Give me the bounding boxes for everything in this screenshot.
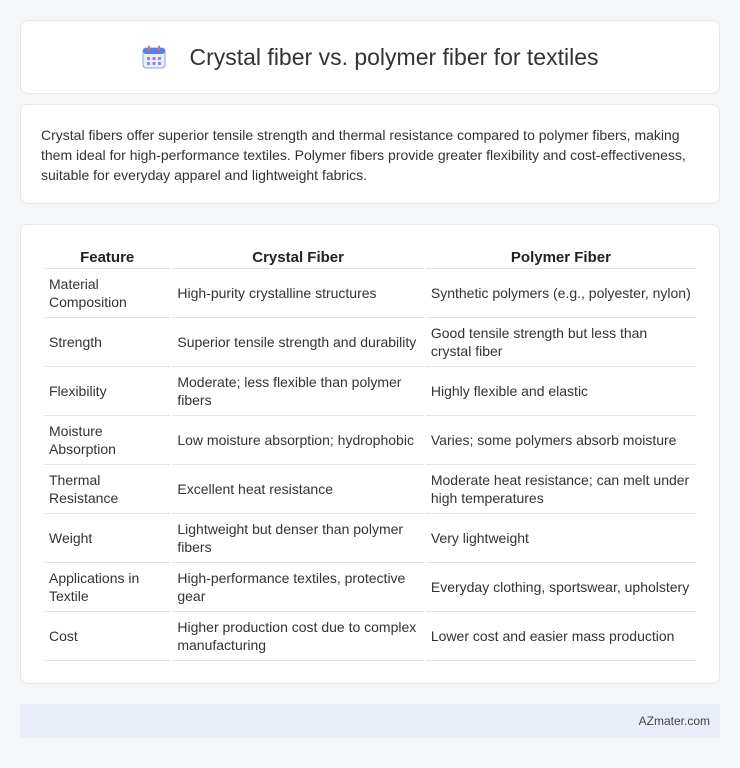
polymer-cell: Varies; some polymers absorb moisture [426,416,696,465]
crystal-cell: Lightweight but denser than polymer fibers [172,514,424,563]
summary-text: Crystal fibers offer superior tensile strength and thermal resistance compared to polymer fibers, making them ideal for high-performance textiles. Polymer fibers provide greater flexibility and cost-effectiveness, suitable for everyday apparel and lightweight fabrics. [41,127,686,183]
table-row [44,514,696,563]
feature-cell: Thermal Resistance [44,465,170,514]
header-polymer-fiber: Polymer Fiber [426,245,696,269]
table-row [44,416,696,465]
crystal-cell: High-performance textiles, protective gear [172,563,424,612]
polymer-cell: Good tensile strength but less than crystal fiber [426,318,696,367]
table-row [44,269,696,318]
polymer-cell: Moderate heat resistance; can melt under high temperatures [426,465,696,514]
polymer-cell: Highly flexible and elastic [426,367,696,416]
table-header-row [44,245,696,269]
comparison-table [42,245,698,661]
crystal-cell: Moderate; less flexible than polymer fibers [172,367,424,416]
crystal-cell: Superior tensile strength and durability [172,318,424,367]
feature-cell: Cost [44,612,170,661]
header-crystal-fiber: Crystal Fiber [172,245,424,269]
feature-cell: Applications in Textile [44,563,170,612]
table-row [44,563,696,612]
header [141,44,598,71]
calendar-icon [141,44,167,70]
feature-cell: Weight [44,514,170,563]
polymer-cell: Lower cost and easier mass production [426,612,696,661]
feature-cell: Flexibility [44,367,170,416]
crystal-cell: High-purity crystalline structures [172,269,424,318]
table-row [44,367,696,416]
footer [20,704,720,738]
page-title: Crystal fiber vs. polymer fiber for textiles [189,43,599,70]
feature-cell: Strength [44,318,170,367]
header-feature: Feature [44,245,170,269]
polymer-cell: Everyday clothing, sportswear, upholstery [426,563,696,612]
polymer-cell: Synthetic polymers (e.g., polyester, nylon) [426,269,696,318]
feature-cell: Material Composition [44,269,170,318]
crystal-cell: Higher production cost due to complex manufacturing [172,612,424,661]
crystal-cell: Low moisture absorption; hydrophobic [172,416,424,465]
table-row [44,465,696,514]
footer-site-link[interactable]: AZmater.com [638,714,710,728]
crystal-cell: Excellent heat resistance [172,465,424,514]
table-row [44,318,696,367]
polymer-cell: Very lightweight [426,514,696,563]
summary-card [20,104,720,204]
comparison-table-card [20,224,720,684]
table-row [44,612,696,661]
feature-cell: Moisture Absorption [44,416,170,465]
header-card [20,20,720,94]
